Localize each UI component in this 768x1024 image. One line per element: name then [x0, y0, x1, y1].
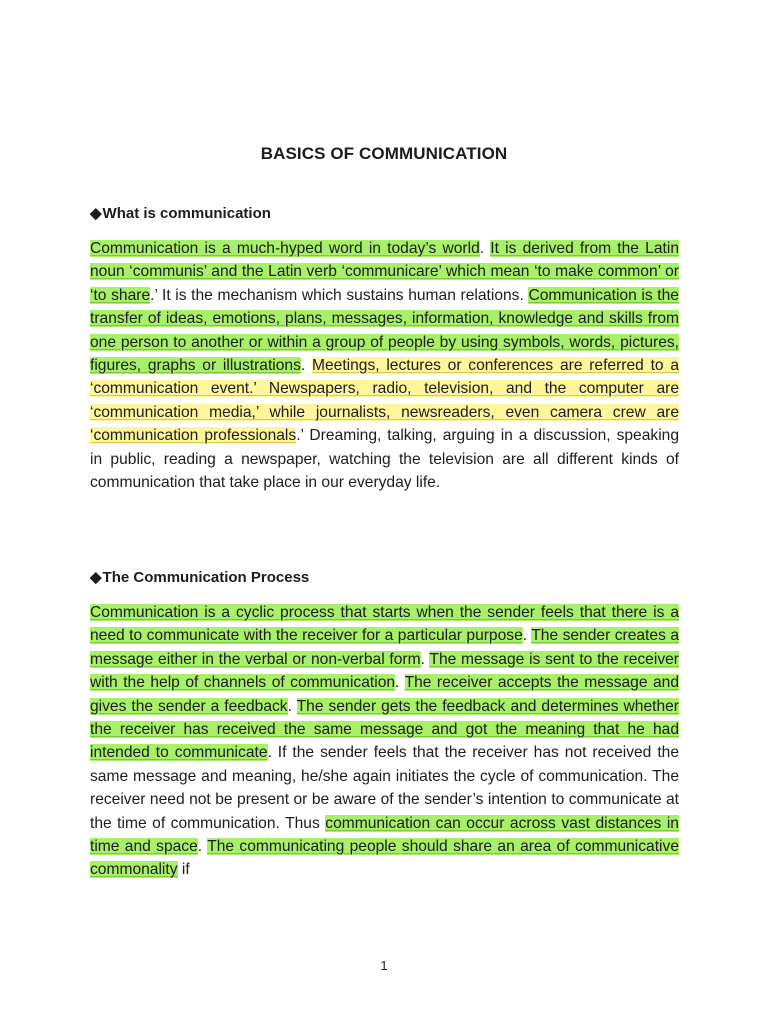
document-title: BASICS OF COMMUNICATION [260, 144, 508, 163]
highlighted-text: Communication is a much-hyped word in today’s world [90, 240, 480, 257]
highlighted-text: Communication is the transfer of ideas, emotions, plans, messages, information, knowledge and skills from one person to another or within a group of people by using symbols, words, pictures, figures, graphs or illustrations [90, 286, 679, 375]
highlighted-text: The message is sent to the receiver with the help of channels of communication [90, 650, 679, 692]
paragraph-text: . [287, 697, 297, 715]
paragraph-text: . If the sender feels that the receiver has not received the same message and meaning, he/she again initiates the cycle of communication. The receiver need not be present or be aware of the sender’s intention to communicate at the time of communication. Thus [90, 744, 679, 832]
diamond-bullet-icon: ◆ [90, 205, 102, 222]
highlighted-text: Communication is a cyclic process that starts when the sender feels that there is a need to communicate with the receiver for a particular purpose [90, 604, 679, 645]
section-heading-text: What is communication [102, 205, 271, 222]
paragraph-text: . [479, 240, 491, 257]
highlighted-text: It is derived from the Latin noun ‘communis’ and the Latin verb ‘communicare’ which mean ‘to make common’ or ‘to share [90, 240, 679, 304]
section-heading-communication-process [90, 568, 309, 586]
paragraph-text: . [197, 838, 208, 856]
highlighted-text: The communicating people should share an area of communicative commonality [90, 838, 679, 879]
highlighted-text: The receiver accepts the message and gives the sender a feedback [90, 674, 679, 715]
highlighted-text: communication can occur across vast distances in time and space [90, 814, 679, 856]
paragraph-text: .’ It is the mechanism which sustains human relations. [150, 286, 529, 304]
paragraph-what-is-communication [90, 237, 679, 494]
page-number: 1 [380, 958, 388, 973]
diamond-bullet-icon: ◆ [90, 569, 102, 586]
highlighted-text: Meetings, lectures or conferences are referred to a ‘communication event.’ Newspapers, radio, television, and the computer are ‘communication media,’ while journalists, newsreaders, even camera crew are ‘communication professionals [90, 357, 679, 445]
paragraph-text: . [395, 674, 405, 692]
paragraph-text: . [522, 627, 532, 645]
section-heading-what-is-communication [90, 204, 271, 222]
highlighted-text: The sender gets the feedback and determines whether the receiver has received the same message and got the meaning that he had intended to communicate [90, 697, 680, 762]
section-heading-text: The Communication Process [102, 569, 310, 586]
paragraph-text: . [300, 357, 312, 375]
paragraph-communication-process [90, 601, 679, 882]
paragraph-text: if [177, 861, 190, 879]
highlighted-text: The sender creates a message either in the verbal or non-verbal form [90, 627, 679, 668]
paragraph-text: . [420, 650, 430, 668]
paragraph-text: .’ Dreaming, talking, arguing in a discussion, speaking in public, reading a newspaper, watching the television are all different kinds of communication that take place in our everyday life. [90, 427, 680, 492]
